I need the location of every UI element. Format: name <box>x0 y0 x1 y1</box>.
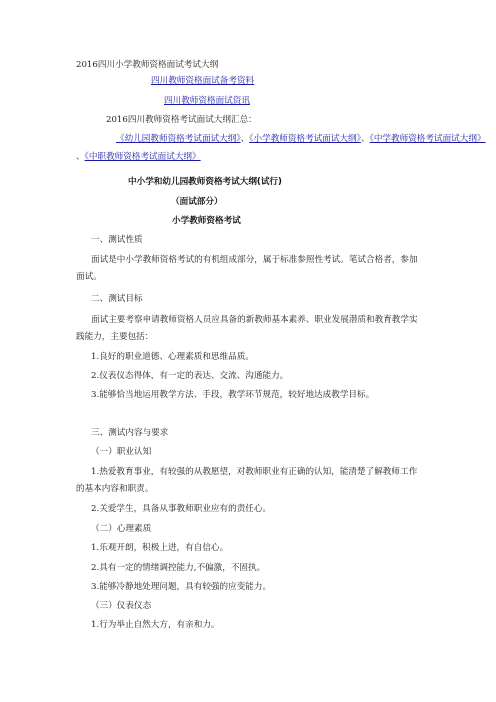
separator: 、 <box>240 134 250 144</box>
doc-title: 2016四川小学教师资格面试考试大纲 <box>76 60 219 70</box>
kindergarten-outline-link[interactable]: 《幼儿园教师资格考试面试大纲》 <box>116 134 241 144</box>
prep-materials-link[interactable]: 四川教师资格面试备考资料 <box>151 76 255 86</box>
part1-title: （一）职业认知 <box>91 447 152 457</box>
separator: 、 <box>76 152 85 162</box>
primary-outline-link[interactable]: 《小学教师资格考试面试大纲》 <box>249 134 361 144</box>
vocational-outline-link[interactable]: 《中职教师资格考试面试大纲》 <box>84 152 201 162</box>
summary-links-line1 <box>116 134 486 145</box>
section2-item-3: 3.能够恰当地运用教学方法、手段，教学环节规范，较好地达成教学目标。 <box>91 390 375 400</box>
part2-item-2: 2.具有一定的情绪调控能力,不偏激，不固执。 <box>91 563 266 573</box>
heading-primary-exam: 小学教师资格考试 <box>172 216 241 226</box>
section2-item-1: 1.良好的职业道德、心理素质和思维品质。 <box>91 352 254 362</box>
part1-item-1: 1.热爱教育事业，有较强的从教愿望，对教师职业有正确的认知，能清楚了解教师工作的基本内容和职责。 <box>76 467 418 494</box>
heading-interview-part: （面试部分） <box>171 197 223 207</box>
summary-links-line2 <box>76 152 201 163</box>
section1-body: 面试是中小学教师资格考试的有机组成部分，属于标准参照性考试。笔试合格者，参加面试。 <box>76 255 418 282</box>
section3-title: 三、测试内容与要求 <box>91 428 169 438</box>
section2-title: 二、测试目标 <box>91 294 143 304</box>
separator: 、 <box>360 134 370 144</box>
section1-title: 一、测试性质 <box>91 235 143 245</box>
part3-item-1: 1.行为举止自然大方，有亲和力。 <box>91 620 220 630</box>
part1-item-2: 2.关爱学生，具备从事教师职业应有的责任心。 <box>91 504 272 514</box>
middle-school-outline-link[interactable]: 《中学教师资格考试面试大纲》 <box>369 134 486 144</box>
heading-outline: 中小学和幼儿园教师资格考试大纲(试行) <box>128 177 282 187</box>
section2-item-2: 2.仪表仪态得体，有一定的表达、交流、沟通能力。 <box>91 371 289 381</box>
part3-title: （三）仪表仪态 <box>91 601 152 611</box>
news-link[interactable]: 四川教师资格面试资讯 <box>164 96 250 106</box>
part2-item-3: 3.能够冷静地处理问题，具有较强的应变能力。 <box>91 582 272 592</box>
section2-body: 面试主要考察申请教师资格人员应具备的新教师基本素养、职业发展潜质和教育教学实践能力，主要包括： <box>76 315 418 342</box>
summary-intro: 2016四川教师资格考试面试大纲汇总： <box>106 115 257 125</box>
part2-title: （二）心理素质 <box>91 524 152 534</box>
part2-item-1: 1.乐观开朗，积极上进，有自信心。 <box>91 543 229 553</box>
